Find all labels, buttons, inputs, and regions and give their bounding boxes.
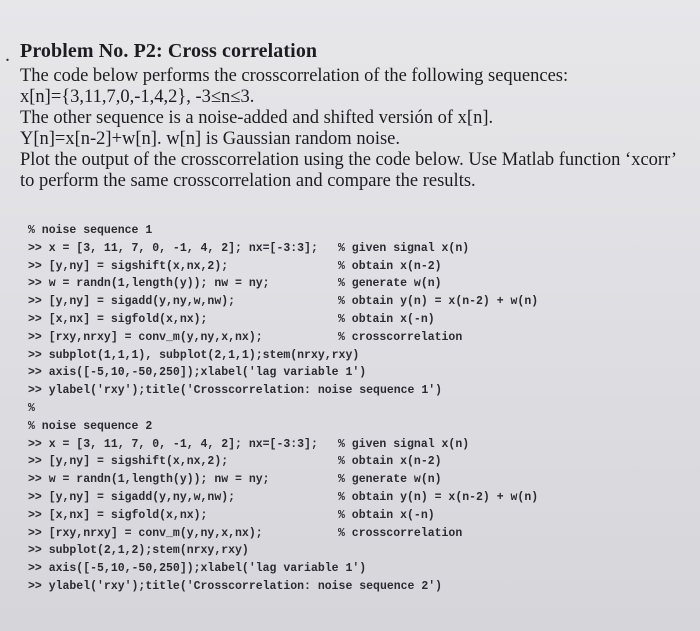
code-comment: % generate w(n) [338,473,442,487]
code-line: >> x = [3, 11, 7, 0, -1, 4, 2]; nx=[-3:3]; [28,437,318,451]
code-comment: % crosscorrelation [338,526,463,540]
code-comment: % generate w(n) [338,277,442,291]
code-line: >> subplot(1,1,1), subplot(2,1,1);stem(nrxy,rxy) [28,348,360,362]
code-line: >> [y,ny] = sigadd(y,ny,w,nw); [28,491,236,504]
problem-text-line: Plot the output of the crosscorrelation using the code below. Use Matlab function ‘xcorr’ [20,150,678,170]
code-line: >> subplot(2,1,2);stem(nrxy,rxy) [28,544,249,558]
code-line: >> ylabel('rxy');title('Crosscorrelation: noise sequence 1') [28,384,443,398]
problem-text-line: Y[n]=x[n-2]+w[n]. w[n] is Gaussian random noise. [20,129,400,149]
code-comment: % obtain x(n-2) [338,259,442,273]
list-bullet: . [5,44,10,66]
code-line: % noise sequence 1 [28,224,153,237]
code-line: >> axis([-5,10,-50,250]);xlabel('lag variable 1') [28,562,367,576]
code-line: >> [y,ny] = sigadd(y,ny,w,nw); [28,295,236,309]
code-comment: % obtain y(n) = x(n-2) + w(n) [338,295,539,309]
code-line: >> ylabel('rxy');title('Crosscorrelation: noise sequence 2') [28,580,443,593]
code-line: >> [rxy,nrxy] = conv_m(y,ny,x,nx); [28,330,263,344]
code-line: % noise sequence 2 [28,419,153,433]
code-comment: % crosscorrelation [338,330,463,344]
code-line: >> [x,nx] = sigfold(x,nx); [28,313,208,326]
code-comment: % given signal x(n) [338,437,470,451]
code-comment: % obtain x(n-2) [338,455,442,469]
code-line: >> [y,ny] = sigshift(x,nx,2); [28,455,229,469]
problem-text-line: The other sequence is a noise-added and shifted versión of x[n]. [20,108,494,128]
code-comment: % obtain x(-n) [338,313,435,326]
code-comment: % obtain x(-n) [338,508,435,522]
code-line: >> [y,ny] = sigshift(x,nx,2); [28,259,229,273]
code-comment: % given signal x(n) [338,241,470,255]
code-line: >> [x,nx] = sigfold(x,nx); [28,508,208,522]
code-line: % [28,402,35,415]
code-line: >> w = randn(1,length(y)); nw = ny; [28,277,270,291]
problem-text-line: x[n]={3,11,7,0,-1,4,2}, -3≤n≤3. [20,87,255,107]
problem-heading: Problem No. P2: Cross correlation [20,40,318,62]
problem-text-line: The code below performs the crosscorrelation of the following sequences: [20,66,569,86]
problem-text-line: to perform the same crosscorrelation and compare the results. [20,171,476,191]
code-line: >> [rxy,nrxy] = conv_m(y,ny,x,nx); [28,526,263,540]
code-line: >> axis([-5,10,-50,250]);xlabel('lag variable 1') [28,366,367,380]
code-line: >> w = randn(1,length(y)); nw = ny; [28,473,270,487]
code-line: >> x = [3, 11, 7, 0, -1, 4, 2]; nx=[-3:3]; [28,241,318,255]
code-comment: % obtain y(n) = x(n-2) + w(n) [338,491,539,504]
